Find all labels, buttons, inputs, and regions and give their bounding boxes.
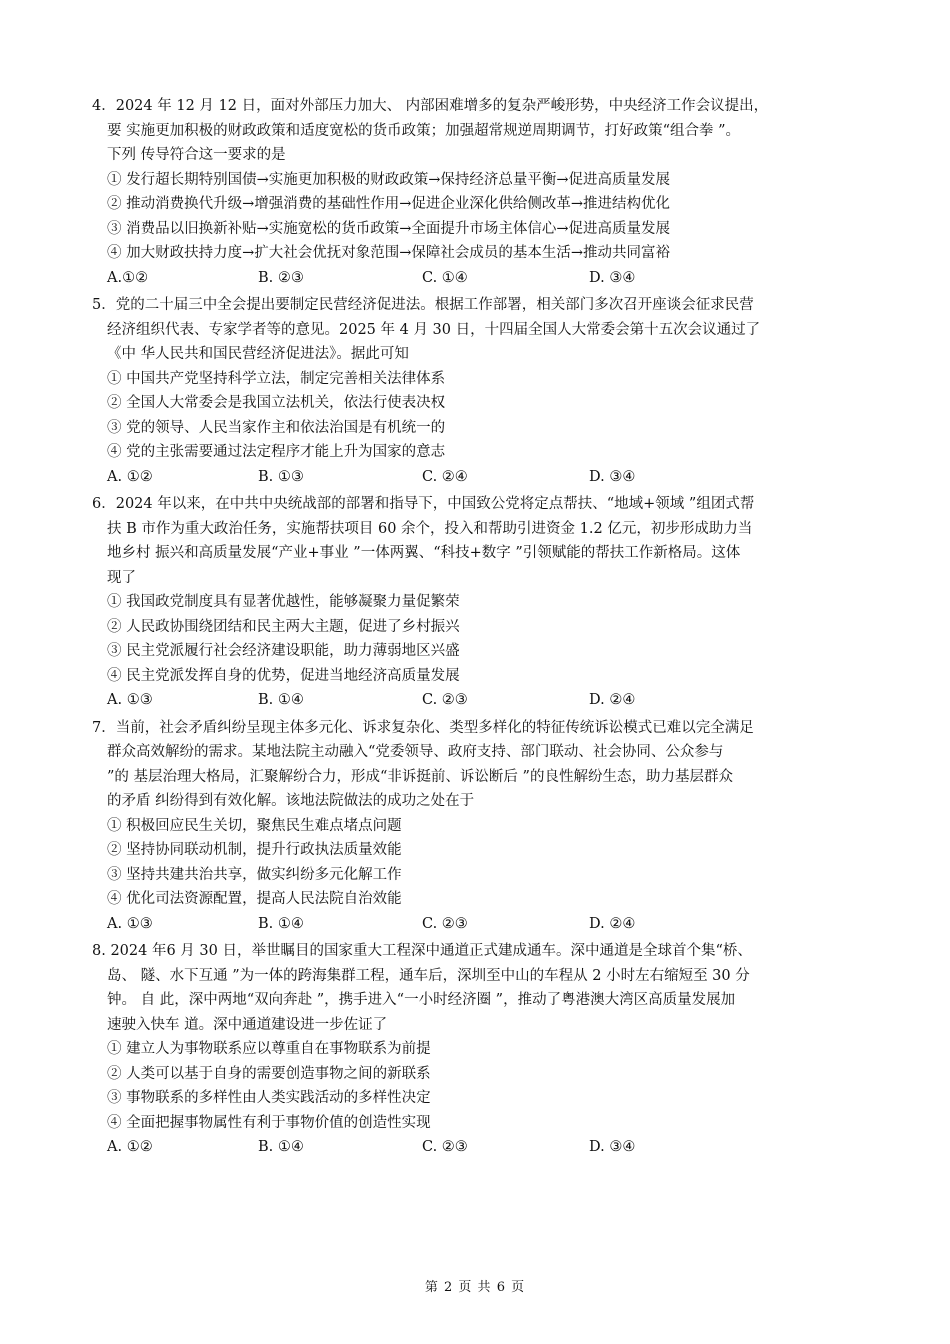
choice-c: C. ②③: [422, 1139, 468, 1155]
option-4: ④ 民主党派发挥自身的优势，促进当地经济高质量发展: [107, 667, 460, 684]
choice-c: C. ②③: [422, 692, 468, 708]
stem-line: 《中 华人民共和国民营经济促进法》。据此可知: [107, 346, 409, 362]
stem-line: 5．党的二十届三中全会提出要制定民营经济促进法。根据工作部署，相关部门多次召开座谈会征求民营: [92, 297, 754, 313]
stem-line: 的矛盾 纠纷得到有效化解。该地法院做法的成功之处在于: [107, 793, 475, 809]
question-5: [92, 293, 864, 489]
answer-choices: [92, 688, 864, 713]
stem-line: 6．2024 年以来，在中共中央统战部的部署和指导下，中国致公党将定点帮扶、“地域+领域 ”组团式帮: [92, 496, 755, 512]
stem-line: 8. 2024 年6 月 30 日，举世瞩目的国家重大工程深中通道正式建成通车。深中通道是全球首个集“桥、: [92, 943, 752, 959]
question-stem: [92, 939, 864, 1037]
option-1: ① 建立人为事物联系应以尊重自在事物联系为前提: [107, 1041, 431, 1057]
stem-line: 地乡村 振兴和高质量发展“产业+事业 ”一体两翼、“科技+数字 ”引领赋能的帮扶工作新格局。这体: [107, 545, 741, 561]
stem-line: 7．当前，社会矛盾纠纷呈现主体多元化、诉求复杂化、类型多样化的特征传统诉讼模式已难以完全满足: [92, 719, 754, 736]
choice-c: C. ①④: [422, 269, 468, 286]
choice-d: D. ③④: [589, 468, 636, 485]
choice-d: D. ③④: [589, 1139, 636, 1155]
answer-choices: [92, 1135, 864, 1160]
choice-a: A.①②: [107, 269, 149, 286]
stem-line: 钟。 自 此，深中两地“双向奔赴 ”，携手进入“一小时经济圈 ”，推动了粤港澳大湾区高质量发展加: [107, 992, 736, 1008]
stem-line: 4．2024 年 12 月 12 日，面对外部压力加大、 内部困难增多的复杂严峻形势，中央经济工作会议提出，: [92, 98, 769, 114]
option-4: ④ 党的主张需要通过法定程序才能上升为国家的意志: [107, 444, 446, 460]
stem-line: 岛、 隧、水下互通 ”为一体的跨海集群工程，通车后，深圳至中山的车程从 2 小时左右缩短至 30 分: [107, 967, 750, 984]
stem-line: ”的 基层治理大格局，汇聚解纷合力，形成“非诉挺前、诉讼断后 ”的良性解纷生态，助力基层群众: [107, 768, 733, 785]
exam-page: [92, 94, 864, 1163]
option-3: ③ 事物联系的多样性由人类实践活动的多样性决定: [107, 1090, 431, 1106]
option-1: ① 积极回应民生关切，聚焦民生难点堵点问题: [107, 817, 402, 834]
question-4: [92, 94, 864, 290]
option-2: ② 全国人大常委会是我国立法机关，依法行使表决权: [107, 395, 446, 411]
page-footer: 第 2 页 共 6 页: [424, 1280, 526, 1295]
option-2: ② 人民政协围绕团结和民主两大主题，促进了乡村振兴: [107, 618, 460, 635]
option-3: ③ 消费品以旧换新补贴→实施宽松的货币政策→全面提升市场主体信心→促进高质量发展: [107, 220, 671, 237]
choice-c: C. ②③: [422, 915, 468, 932]
option-2: ② 推动消费换代升级→增强消费的基础性作用→促进企业深化供给侧改革→推进结构优化: [107, 196, 671, 212]
answer-choices: [92, 266, 864, 291]
option-4: ④ 加大财政扶持力度→扩大社会优抚对象范围→保障社会成员的基本生活→推动共同富裕: [107, 245, 671, 261]
choice-b: B. ①④: [258, 1139, 304, 1155]
option-2: ② 人类可以基于自身的需要创造事物之间的新联系: [107, 1065, 431, 1082]
choice-a: A. ①②: [107, 468, 153, 485]
question-6: [92, 492, 864, 713]
choice-c: C. ②④: [422, 468, 468, 485]
choice-b: B. ①④: [258, 692, 304, 708]
question-8: [92, 939, 864, 1160]
option-4: ④ 优化司法资源配置，提高人民法院自治效能: [107, 891, 402, 907]
stem-line: 现了: [107, 569, 136, 586]
question-stem: [92, 716, 864, 814]
stem-line: 速驶入快车 道。深中通道建设进一步佐证了: [107, 1016, 388, 1033]
option-1: ① 发行超长期特别国债→实施更加积极的财政政策→保持经济总量平衡→促进高质量发展: [107, 171, 671, 188]
choice-b: B. ②③: [258, 269, 304, 286]
option-2: ② 坚持协同联动机制，提升行政执法质量效能: [107, 842, 402, 858]
stem-line: 扶 B 市作为重大政治任务，实施帮扶项目 60 余个，投入和帮助引进资金 1.2 亿元，初步形成助力当: [107, 520, 753, 537]
choice-d: D. ②④: [589, 915, 636, 932]
option-4: ④ 全面把握事物属性有利于事物价值的创造性实现: [107, 1114, 431, 1131]
stem-line: 群众高效解纷的需求。某地法院主动融入“党委领导、政府支持、部门联动、社会协同、公众参与: [107, 744, 724, 760]
choice-a: A. ①③: [107, 692, 153, 708]
stem-line: 要 实施更加积极的财政政策和适度宽松的货币政策；加强超常规逆周期调节，打好政策“组合拳 ”。: [107, 122, 741, 139]
choice-b: B. ①④: [258, 915, 304, 932]
stem-line: 下列 传导符合这一要求的是: [107, 147, 286, 163]
option-3: ③ 坚持共建共治共享，做实纠纷多元化解工作: [107, 866, 402, 883]
question-7: [92, 716, 864, 937]
question-stem: [92, 492, 864, 590]
option-3: ③ 民主党派履行社会经济建设职能，助力薄弱地区兴盛: [107, 643, 460, 659]
option-1: ① 中国共产党坚持科学立法，制定完善相关法律体系: [107, 370, 446, 387]
choice-d: D. ②④: [589, 692, 636, 708]
stem-line: 经济组织代表、专家学者等的意见。2025 年 4 月 30 日，十四届全国人大常委会第十五次会议通过了: [107, 321, 761, 338]
option-3: ③ 党的领导、人民当家作主和依法治国是有机统一的: [107, 419, 446, 436]
choice-d: D. ③④: [589, 269, 636, 286]
question-stem: [92, 293, 864, 367]
choice-a: A. ①③: [107, 915, 153, 932]
question-stem: [92, 94, 864, 168]
choice-a: A. ①②: [107, 1139, 153, 1155]
answer-choices: [92, 465, 864, 490]
option-1: ① 我国政党制度具有显著优越性，能够凝聚力量促繁荣: [107, 594, 460, 610]
answer-choices: [92, 912, 864, 937]
choice-b: B. ①③: [258, 468, 304, 485]
